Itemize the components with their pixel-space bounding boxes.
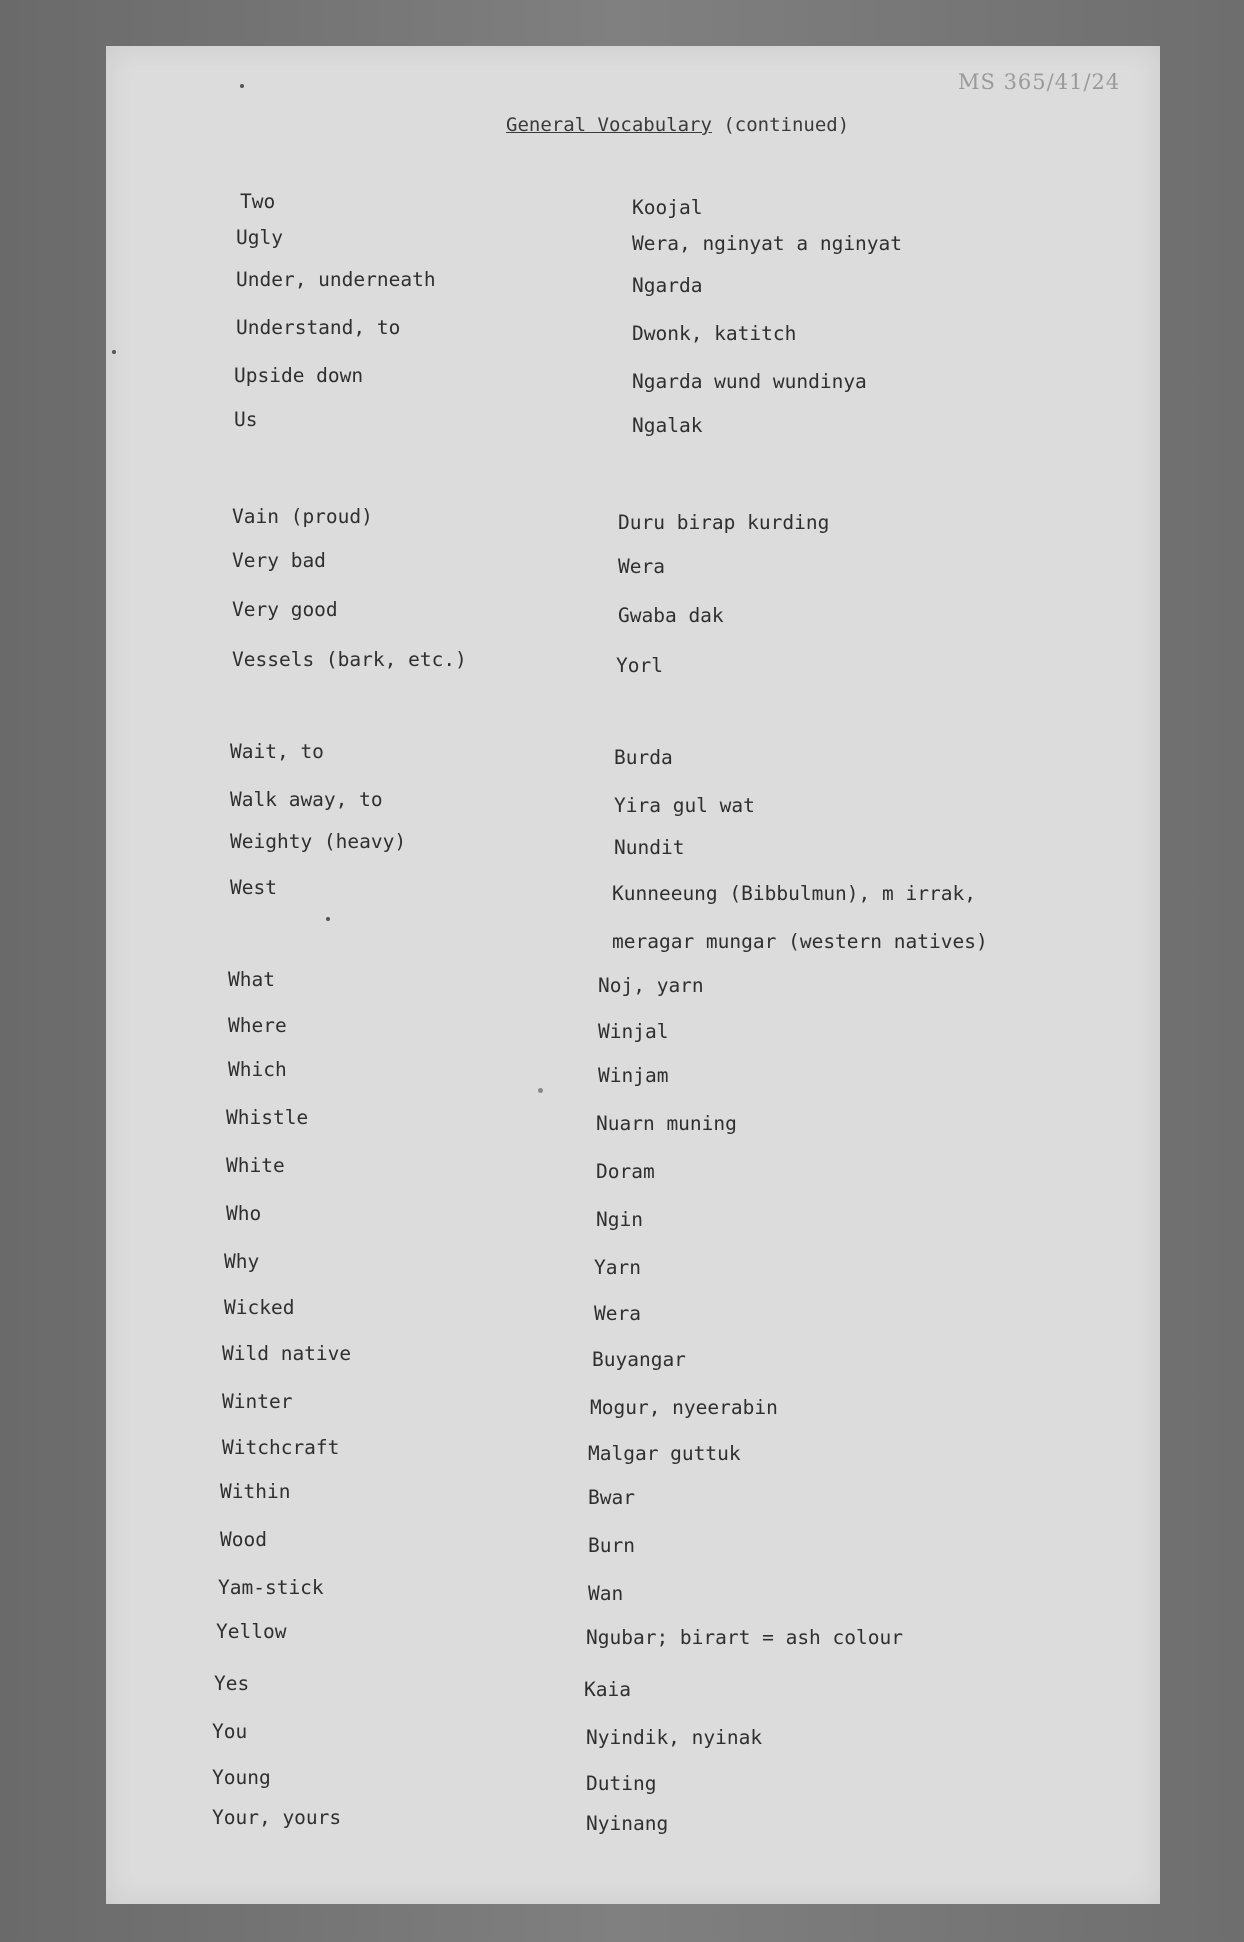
english-term: Very good [232,598,338,621]
aboriginal-term: Nuarn muning [596,1112,737,1135]
english-term: Understand, to [236,316,401,339]
aboriginal-term: Buyangar [592,1348,686,1371]
aboriginal-term: Yarn [594,1256,641,1279]
english-term: Where [228,1014,287,1037]
aboriginal-term: Duru birap kurding [618,511,830,534]
aboriginal-term: Noj, yarn [598,974,704,997]
aboriginal-term: Bwar [588,1486,635,1509]
aboriginal-term: Kaia [584,1678,631,1701]
english-term: Young [212,1766,271,1789]
english-term: Us [234,408,258,431]
archive-reference: MS 365/41/24 [958,70,1121,94]
english-term: West [230,876,277,899]
paper-speck [112,350,116,354]
aboriginal-term: Ngarda wund wundinya [632,370,867,393]
english-term: Very bad [232,549,326,572]
aboriginal-term: Koojal [632,196,703,219]
title-main: General Vocabulary [506,114,712,136]
aboriginal-term: Ngalak [632,414,703,437]
english-term: Witchcraft [222,1436,340,1459]
english-term: Upside down [234,364,364,387]
english-term: Yellow [216,1620,287,1643]
aboriginal-term: Mogur, nyeerabin [590,1396,778,1419]
aboriginal-term: Burn [588,1534,635,1557]
aboriginal-term: Gwaba dak [618,604,724,627]
aboriginal-term: Wan [588,1582,624,1605]
paper-speck [240,84,244,88]
english-term: Wait, to [230,740,324,763]
aboriginal-term: Wera [618,555,665,578]
english-term: Within [220,1480,291,1503]
aboriginal-term: Doram [596,1160,655,1183]
english-term: Yes [214,1672,250,1695]
aboriginal-term: meragar mungar (western natives) [612,930,988,953]
aboriginal-term: Dwonk, katitch [632,322,797,345]
english-term: You [212,1720,248,1743]
aboriginal-term: Wera [594,1302,641,1325]
english-term: Your, yours [212,1806,342,1829]
english-term: Winter [222,1390,293,1413]
aboriginal-term: Nyinang [586,1812,669,1835]
aboriginal-term: Wera, nginyat a nginyat [632,232,903,255]
aboriginal-term: Winjam [598,1064,669,1087]
aboriginal-term: Winjal [598,1020,669,1043]
english-term: Why [224,1250,260,1273]
english-term: Which [228,1058,287,1081]
aboriginal-term: Duting [586,1772,657,1795]
english-term: Weighty (heavy) [230,830,407,853]
title-suffix: (continued) [711,114,850,136]
aboriginal-term: Ngarda [632,274,703,297]
aboriginal-term: Yira gul wat [614,794,755,817]
aboriginal-term: Kunneeung (Bibbulmun), m irrak, [612,882,976,905]
english-term: White [226,1154,285,1177]
aboriginal-term: Malgar guttuk [588,1442,741,1465]
english-term: Yam-stick [218,1576,324,1599]
english-term: Wood [220,1528,267,1551]
english-term: Who [226,1202,262,1225]
english-term: Vain (proud) [232,505,373,528]
english-term: Whistle [226,1106,309,1129]
english-term: Walk away, to [230,788,383,811]
aboriginal-term: Burda [614,746,673,769]
english-term: Under, underneath [236,268,436,291]
english-term: Wicked [224,1296,295,1319]
aboriginal-term: Ngin [596,1208,643,1231]
english-term: Wild native [222,1342,352,1365]
aboriginal-term: Yorl [616,654,663,677]
english-term: Ugly [236,226,283,249]
aboriginal-term: Nyindik, nyinak [586,1726,763,1749]
page-title [506,114,849,136]
aboriginal-term: Nundit [614,836,685,859]
english-term: Two [240,190,276,213]
aboriginal-term: Ngubar; birart = ash colour [586,1626,903,1649]
paper-speck [538,1088,543,1093]
english-term: Vessels (bark, etc.) [232,648,467,671]
english-term: What [228,968,275,991]
paper-speck [326,917,330,921]
